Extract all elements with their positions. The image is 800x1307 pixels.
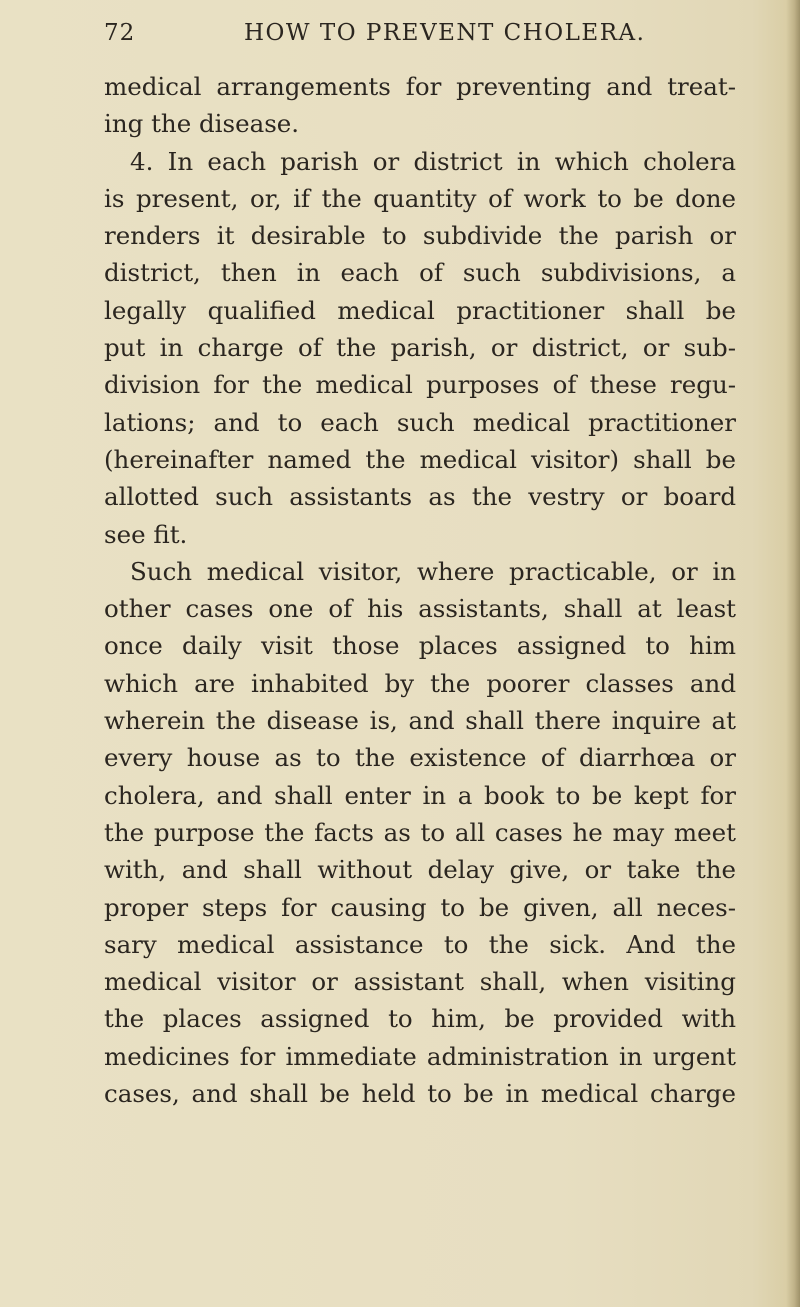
text-line: allotted such assistants as the vestry or board — [104, 482, 736, 512]
text-line: sary medical assistance to the sick. And the — [104, 929, 736, 959]
text-line: medical arrangements for preventing and treat- — [104, 72, 736, 101]
page-edge-shadow — [786, 0, 800, 1307]
text-line: every house as to the existence of diarrhœa or — [104, 743, 736, 773]
text-line: with, and shall without delay give, or take the — [104, 855, 736, 885]
text-line: other cases one of his assistants, shall at least — [104, 594, 736, 624]
text-line: see fit. — [104, 519, 188, 549]
text-line: proper steps for causing to be given, all neces- — [104, 892, 736, 922]
text-line: medical visitor or assistant shall, when visiting — [104, 967, 736, 997]
text-line: Such medical visitor, where practicable, or in — [130, 556, 736, 586]
text-line: division for the medical purposes of these regu- — [104, 370, 736, 400]
text-line: the places assigned to him, be provided with — [104, 1004, 736, 1034]
text-line: legally qualified medical practitioner shall be — [104, 295, 736, 325]
running-head — [104, 20, 736, 54]
text-line: (hereinafter named the medical visitor) shall be — [104, 444, 736, 474]
text-line: lations; and to each such medical practitioner — [104, 407, 736, 437]
text-line: once daily visit those places assigned to him — [104, 631, 736, 661]
body-text — [104, 68, 736, 1112]
text-line: put in charge of the parish, or district, or sub- — [104, 333, 736, 363]
text-line: which are inhabited by the poorer classes and — [104, 668, 736, 698]
text-line: 4. In each parish or district in which cholera — [130, 146, 736, 176]
text-line: cholera, and shall enter in a book to be kept for — [104, 780, 736, 810]
text-line: ing the disease. — [104, 109, 300, 139]
text-line: the purpose the facts as to all cases he may meet — [104, 817, 736, 847]
running-title: HOW TO PREVENT CHOLERA. — [244, 20, 646, 46]
page-number: 72 — [104, 20, 136, 46]
text-line: medicines for immediate administration in urgent — [104, 1041, 736, 1071]
text-line: wherein the disease is, and shall there inquire at — [104, 706, 736, 736]
text-line: is present, or, if the quantity of work to be done — [104, 183, 736, 213]
text-line: cases, and shall be held to be in medical charge — [104, 1079, 736, 1109]
text-line: renders it desirable to subdivide the parish or — [104, 221, 736, 251]
text-line: district, then in each of such subdivisions, a — [104, 258, 736, 288]
